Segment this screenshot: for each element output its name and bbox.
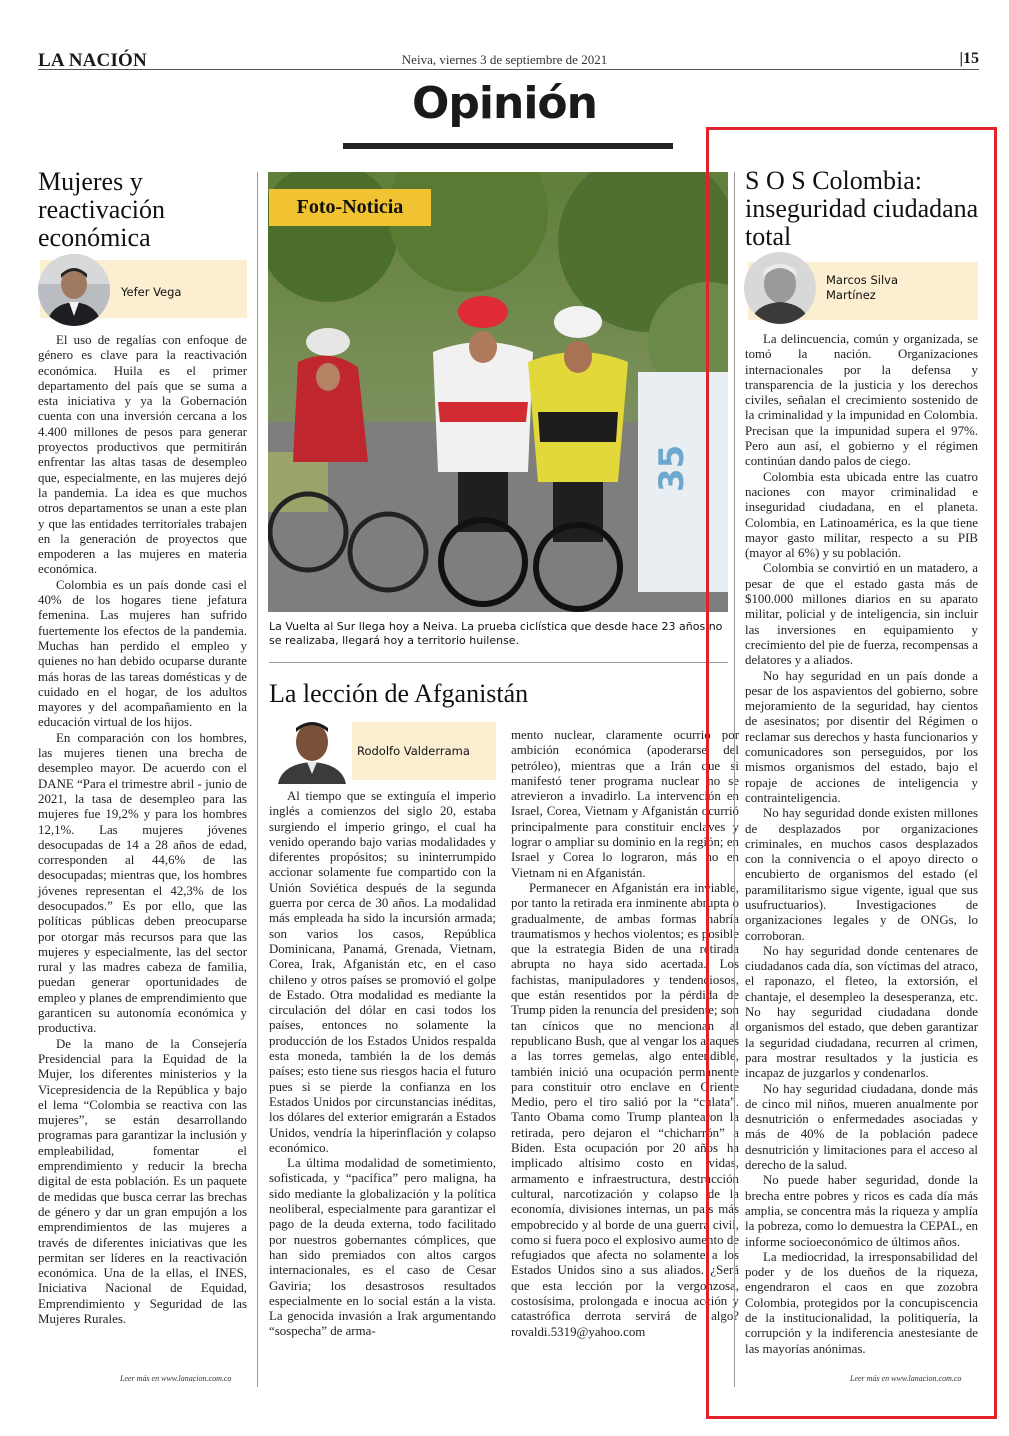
section-underline xyxy=(343,143,673,149)
right-paragraph: La delincuencia, común y organizada, se tomó la nación. Organizaciones internacionales por la defensa y transparencia de la justicia y los derechos civiles, señalan el crecimiento sostenido de la criminalidad y la impunidad en Colombia. Precisan que la impunidad supera el 97%. Pero aun así, el gobierno y el régimen continúan dando palos de ciego. xyxy=(745,332,978,469)
section-title: Opinión xyxy=(412,78,597,129)
photo-caption: La Vuelta al Sur llega hoy a Neiva. La prueba ciclística que desde hace 23 años no se realizaba, llegará hoy a territorio huilense. xyxy=(269,620,723,647)
masthead-divider xyxy=(38,69,979,70)
right-article-author: Marcos Silva Martínez xyxy=(826,273,898,302)
svg-text:35: 35 xyxy=(652,444,692,492)
left-article-headline: Mujeres y reactivación económica xyxy=(38,167,166,252)
center-paragraph: La última modalidad de sometimiento, sofisticada, y “pacífica” pero maligna, ha sido mediante la globalización y la política neoliberal, especialmente para garantizar el pago de la deuda externa, todo facilitado por nuestros gobernantes cómplices, que han sido premiados con altos cargos internacionales, es el caso de Cesar Gaviria; los desastrosos resultados especialmente en lo social están a la vista. La genocida invasión a Irak argumentando “sospecha” de arma- xyxy=(269,1156,496,1339)
left-paragraph: En comparación con los hombres, las mujeres tienen una brecha de desempleo mayor. De acuerdo con el DANE “Para el trimestre abril - junio de 2021, la tasa de desempleo para las mujeres fue 19,2% y para los hombres 12,1%. Las mujeres jóvenes desocupadas de 14 a 28 años de edad, corresponden al 44,6% de las desocupadas; mientras que, los hombres jóvenes representan el 42,3% de los desocupados.” Es por ello, que las políticas públicas deben preocuparse por otorgar más recursos para que las mujeres y especialmente, las del sector rural y las madres cabeza de familia, puedan generar oportunidades de empleo y planes de emprendimiento que garanticen su autonomía económica y productiva. xyxy=(38,730,247,1036)
column-divider xyxy=(257,172,258,1387)
right-article-headline: S O S Colombia: inseguridad ciudadana total xyxy=(745,166,979,251)
highlight-box xyxy=(706,127,997,1419)
left-article-body xyxy=(38,333,247,1327)
author-photo-rodolfo-valderrama xyxy=(272,712,352,784)
page-number: |15 xyxy=(959,50,979,67)
right-paragraph: No hay seguridad donde existen millones de desplazados por organizaciones criminales, en muchos casos desplazados con la connivencia o el apoyo directo o encubierto de organismos del estado (el paramilitarismo sigue vigente, igual que sus usufructuarios). Investigaciones de organizaciones legales y de ONGs, lo corroboran. xyxy=(745,806,978,943)
right-paragraph: No hay seguridad en un país donde a pesar de los aspavientos del gobierno, sobre mejoramiento de la seguridad, hay cientos de asesinatos; por disentir del Régimen o reclamar sus derechos y hasta funcionarios y comunicadores son perseguidos, por los mismos organismos del estado, bajo el ropaje de acciones de inteligencia y contrainteligencia. xyxy=(745,668,978,805)
issue-date: Neiva, viernes 3 de septiembre de 2021 xyxy=(401,52,608,67)
center-paragraph: Permanecer en Afganistán era inviable, por tanto la retirada era inminente abrupta o gradualmente, de ambas formas habría traumatismos y hechos violentos; es posible que la estrategia Biden de una retirada abrupta no haya sido acertada. Los fachistas, manipuladores y tendenciosos, que están resentidos por la pérdida de Trump piden la renuncia del presidente; son tan cínicos que no mencionan al republicano Bush, que al vengar los ataques a las torres gemelas, algo entendible, también inició una ocupación permanente para constituir otro enclave en Oriente Medio, pero el tiro salió por la “culata”. Tanto Obama como Trump plantearon la retirada, pero dejaron el “chicharrón” a Biden. Esta ocupación por 20 años ha implicado altísimo costo en vidas, armamento e infraestructura, destrucción cultural, narcotización y colapso de la economía, divisiones internas, un país más empobrecido y al borde de una guerra civil, como si fuera poco el explosivo aumento de refugiados que afecta no solamente a los Estados Unidos sino a sus aliados. ¿Será que esta lección por la vergonzosa, costosísima, prolongada e inocua acción y catastrófica derrota servirá de algo? rovaldi.5319@yahoo.com xyxy=(511,880,739,1339)
left-paragraph: De la mano de la Consejería Presidencial para la Equidad de la Mujer, los diferentes ministerios y la Vicepresidencia de la República y bajo el lema “Colombia se reactiva con las mujeres”, se están desarrollando programas para garantizar la inclusión y empleabilidad, fomentar el emprendimiento y reducir la brecha digital de esta población. Es un paquete de medidas que busca cerrar las brechas de género y dar un gran empujón a los emprendimientos de las mujeres a través de diferentes iniciativas que les permitan ser líderes en la reactivación económica. Una de la ellas, el INES, Iniciativa Nacional de Equidad, Emprendimiento y Seguridad de las Mujeres Rurales. xyxy=(38,1036,247,1326)
left-paragraph: Colombia es un país donde casi el 40% de los hogares tiene jefatura femenina. Las mujeres han sufrido fuertemente los efectos de la pandemia. Muchas han perdido el empleo y quienes no han debido ocuparse durante más horas de las tareas domésticas y de cuidado en el hogar, de los adultos mayores y del acompañamiento en la educación virtual de los hijos. xyxy=(38,577,247,730)
left-read-more: Leer más en www.lanacion.com.co xyxy=(120,1374,232,1383)
center-article-headline: La lección de Afganistán xyxy=(269,679,529,708)
center-article-author: Rodolfo Valderrama xyxy=(357,744,470,758)
photo-news-badge: Foto-Noticia xyxy=(269,189,431,226)
photo-divider xyxy=(269,662,728,663)
right-paragraph: No hay seguridad donde centenares de ciudadanos cada día, son víctimas del atraco, el raponazo, el fleteo, la extorsión, el chantaje, el desempleo la desesperanza, etc. No hay seguridad ciudadana donde organismos del estado, que deben garantizar la seguridad ciudadana, recurren al crimen, para mostrar resultados y la justicia es incapaz de juzgarlos y condenarlos. xyxy=(745,943,978,1081)
left-paragraph: El uso de regalías con enfoque de género es clave para la reactivación económica. Huila es el primer departamento del país que se suma a esta iniciativa y ya la Gobernación cuenta con una inversión cercana a los 4.400 millones de pesos para generar proyectos productivos que permitirán enfrentar las altas tasas de desempleo que, especialmente, en las mujeres dejó la pandemia. La idea es que muchos otros departamentos se unan a este plan y que las entidades territoriales trabajen en la generación de proyectos que empoderen a las mujeres en materia económica. xyxy=(38,333,247,577)
cycling-race-photo xyxy=(268,172,728,612)
right-paragraph: Colombia se convirtió en un matadero, a pesar de que el estado gasta más de $100.000 millones diarios en su aparato militar, policial y de inteligencia, sin incluir las inversiones en equipamiento y crecimiento del pie de fuerza, recompensas a delatores y a aliados. xyxy=(745,561,978,668)
right-paragraph: No hay seguridad ciudadana, donde más de cinco mil niños, mueren anualmente por desnutrición o enfermedades asociadas y más de 40% de la población padece desnutrición y limitaciones para el acceso al derecho de la salud. xyxy=(745,1081,978,1173)
center-article-col2 xyxy=(511,728,739,1340)
right-paragraph: La mediocridad, la irresponsabilidad del poder y de los dueños de la riqueza, engendraron el caos en que zozobra Colombia, protegidos por la concupiscencia de la institucionalidad, la politiquería, la corrupción y la indiferencia anestesiante de las mayorías anónimas. xyxy=(745,1249,978,1356)
center-paragraph: mento nuclear, claramente ocurrió por ambición económica (apoderarse del petróleo), mientras que a Irán que si manifestó tener programa nuclear no se atrevieron a invadirlo. La intervención en Israel, Corea, Vietnam y Afganistán ocurrió principalmente para constituir enclaves y lograr o ampliar su dominio en la región; en Israel y Corea lo lograron, más no en Vietnam ni en Afganistán. xyxy=(511,728,739,880)
center-paragraph: Al tiempo que se extinguía el imperio inglés a comienzos del siglo 20, estaba surgiendo el imperio gringo, el cual ha venido operando bajo varias modalidades y diferentes propósitos; su ininterrumpido accionar solamente fue compartido con la Unión Soviética después de la segunda guerra por cerca de 30 años. La modalidad más empleada ha sido la incursión armada; son varios los casos, República Dominicana, Panamá, Grenada, Vietnam, Corea, Irak, Afganistán etc, en el caso chileno y otros países se promovió el golpe de Estado. Otra modalidad es mediante la circulación del dólar en casi todos los países, entonces no solamente la producción de los Estados Unidos respalda esta moneda, también la de los demás países; esto tiene sus riesgos hacia el futuro pues si se pierde la confianza en los Estados Unidos por circunstancias inéditas, los dólares del exterior emigrarán a Estados Unidos, vendría la hiperinflación y colapso económico. xyxy=(269,789,496,1155)
right-paragraph: Colombia esta ubicada entre las cuatro naciones con mayor criminalidad e inseguridad ciudadana, en el planeta. Colombia, en Latinoamérica, es la que tiene mayor gasto militar, respecto a su PIB (mayor al 6%) y su población. xyxy=(745,469,978,561)
right-read-more: Leer más en www.lanacion.com.co xyxy=(850,1374,962,1383)
newspaper-logo: LA NACIÓN xyxy=(38,50,147,71)
center-article-col1 xyxy=(269,789,496,1340)
author-photo-yefer-vega xyxy=(38,254,110,326)
left-article-author: Yefer Vega xyxy=(121,285,182,299)
right-paragraph: No puede haber seguridad, donde la brecha entre pobres y ricos es cada día más amplia, se concentra más la riqueza y amplía la pobreza, como lo demuestra la CEPAL, en informe socioeconómico de últimos años. xyxy=(745,1173,978,1249)
